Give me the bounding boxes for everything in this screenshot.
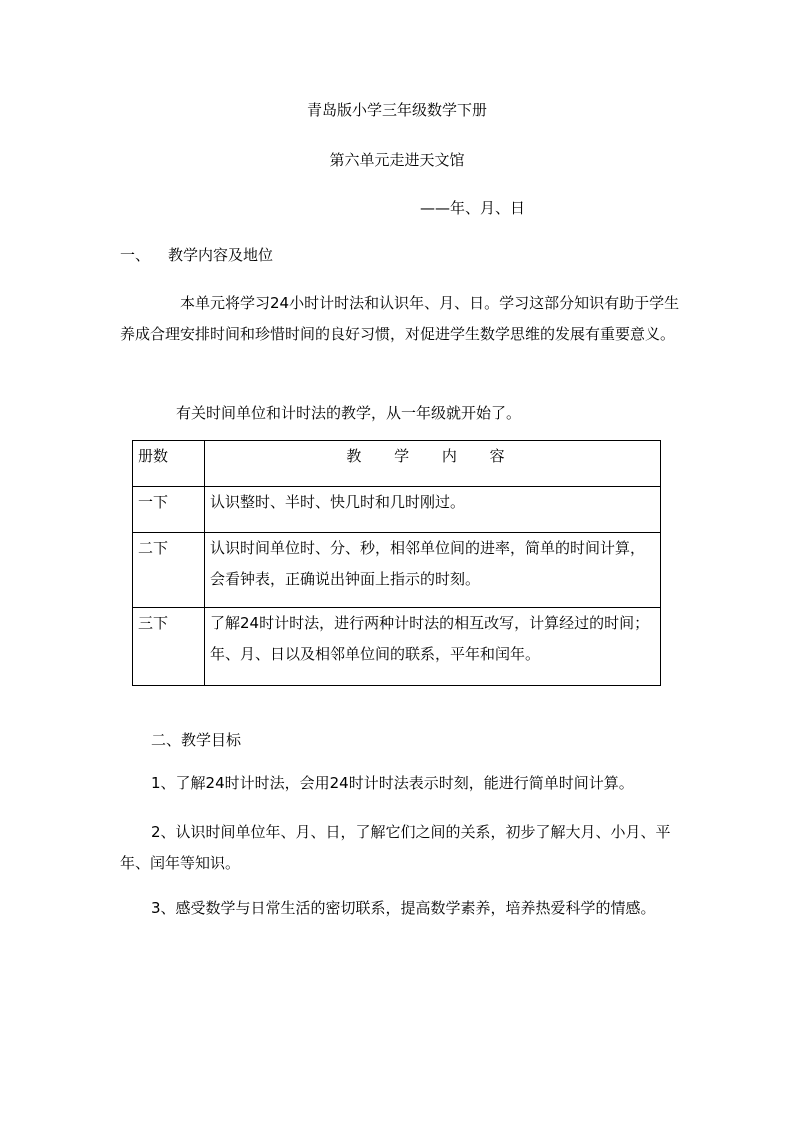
row-content: 认识时间单位时、分、秒，相邻单位间的进率，简单的时间计算，会看钟表，正确说出钟面上指示的时刻。 [205,533,661,608]
goal-item: 1、了解24时计时法，会用24时计时法表示时刻，能进行简单时间计算。 [151,774,634,792]
table-header-row [133,441,661,487]
teaching-content-table [132,440,661,686]
header-volume: 册数 [133,441,205,487]
unit-byline: ——年、月、日 [420,199,526,217]
section1-title: 教学内容及地位 [168,246,274,264]
section1-number: 一、 [120,246,151,264]
section1-paragraph-2: 有关时间单位和计时法的教学，从一年级就开始了。 [176,404,522,422]
goal-item: 3、感受数学与日常生活的密切联系，提高数学素养，培养热爱科学的情感。 [151,899,656,917]
section1-paragraph-1: 本单元将学习24小时计时法和认识年、月、日。学习这部分知识有助于学生养成合理安排时间和珍惜时间的良好习惯，对促进学生数学思维的发展有重要意义。 [120,294,680,343]
unit-title: 第六单元走进天文馆 [329,151,465,169]
table-row [133,533,661,608]
row-content: 了解24时计时法，进行两种计时法的相互改写，计算经过的时间；年、月、日以及相邻单位间的联系，平年和闰年。 [205,608,661,686]
section2-title: 二、教学目标 [151,731,242,749]
document-title: 青岛版小学三年级数学下册 [306,101,487,119]
row-content: 认识整时、半时、快几时和几时刚过。 [205,487,661,533]
row-volume: 一下 [133,487,205,533]
row-volume: 三下 [133,608,205,686]
table-row [133,487,661,533]
table-row [133,608,661,686]
goal-item: 2、认识时间单位年、月、日，了解它们之间的关系，初步了解大月、小月、平年、闰年等知识。 [120,823,671,872]
header-content: 教 学 内 容 [205,441,661,487]
row-volume: 二下 [133,533,205,608]
